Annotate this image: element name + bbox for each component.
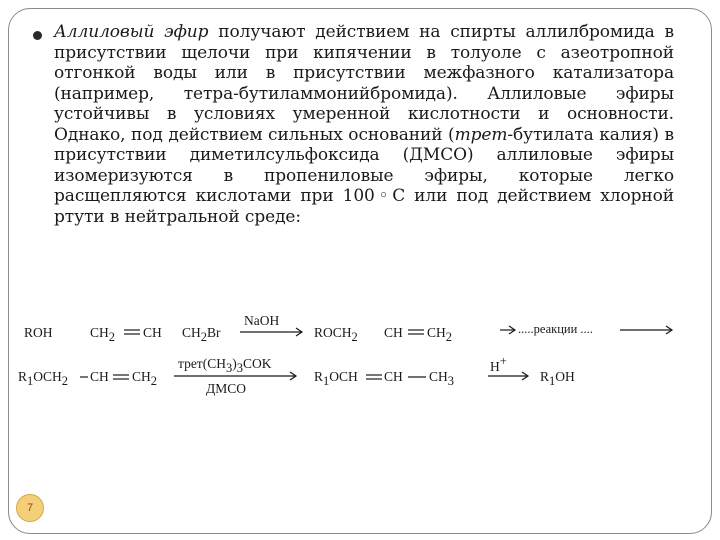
reactant-allyl-a: CH2	[90, 325, 116, 344]
continuation-text: .....реакции ....	[518, 322, 593, 336]
bullet-paragraph	[34, 22, 674, 227]
reagent-dmso: ДМСО	[206, 381, 246, 396]
reactant-allyl-b: CH	[143, 325, 162, 340]
paragraph-part-2: -бутилата калия) в присутствии диметилсульфоксида (ДМСО) аллиловые эфиры изомеризуются в пропениловые эфиры, которые легко расщепляются кислотами при 100◦С или под действием хлорной ртути в нейтральной среде:	[54, 124, 674, 227]
scheme-row-2	[18, 354, 575, 396]
start-ch2: CH2	[132, 369, 158, 388]
reactant-roh: ROH	[24, 325, 53, 340]
mid-ether: R1OCH	[314, 369, 358, 388]
start-ether: R1OCH2	[18, 369, 69, 388]
start-ch: CH	[90, 369, 109, 384]
paragraph-part-1: получают действием на спирты аллилбромида в присутствии щелочи при кипячении в толуоле с азеотропной отгонкой воды или в присутствии межфазного катализатора (например, тетра-бутиламмонийбромида). Аллиловые эфиры устойчивы в условиях умеренной кислотности и основности. Однако, под действием сильных оснований (	[54, 22, 674, 145]
bullet-icon	[33, 31, 42, 40]
mid-ch: CH	[384, 369, 403, 384]
reagent-tbuok: трет(CH3)3COK	[178, 356, 272, 375]
reactant-allyl-bromide: CH2Br	[182, 325, 221, 344]
product-roch2: ROCH2	[314, 325, 358, 344]
product-ch2: CH2	[427, 325, 453, 344]
term-tert: трет	[454, 124, 508, 145]
term-allyl-ether: Аллиловый эфир	[54, 22, 209, 42]
paragraph-text	[54, 22, 674, 227]
page-number-badge: 7	[16, 494, 44, 522]
reaction-scheme	[0, 300, 720, 410]
product-ch: CH	[384, 325, 403, 340]
reagent-naoh: NaOH	[244, 313, 280, 328]
scheme-row-1	[24, 313, 672, 344]
mid-ch3: CH3	[429, 369, 455, 388]
final-alcohol: R1OH	[540, 369, 575, 388]
acid-h-plus: H+	[490, 354, 507, 374]
